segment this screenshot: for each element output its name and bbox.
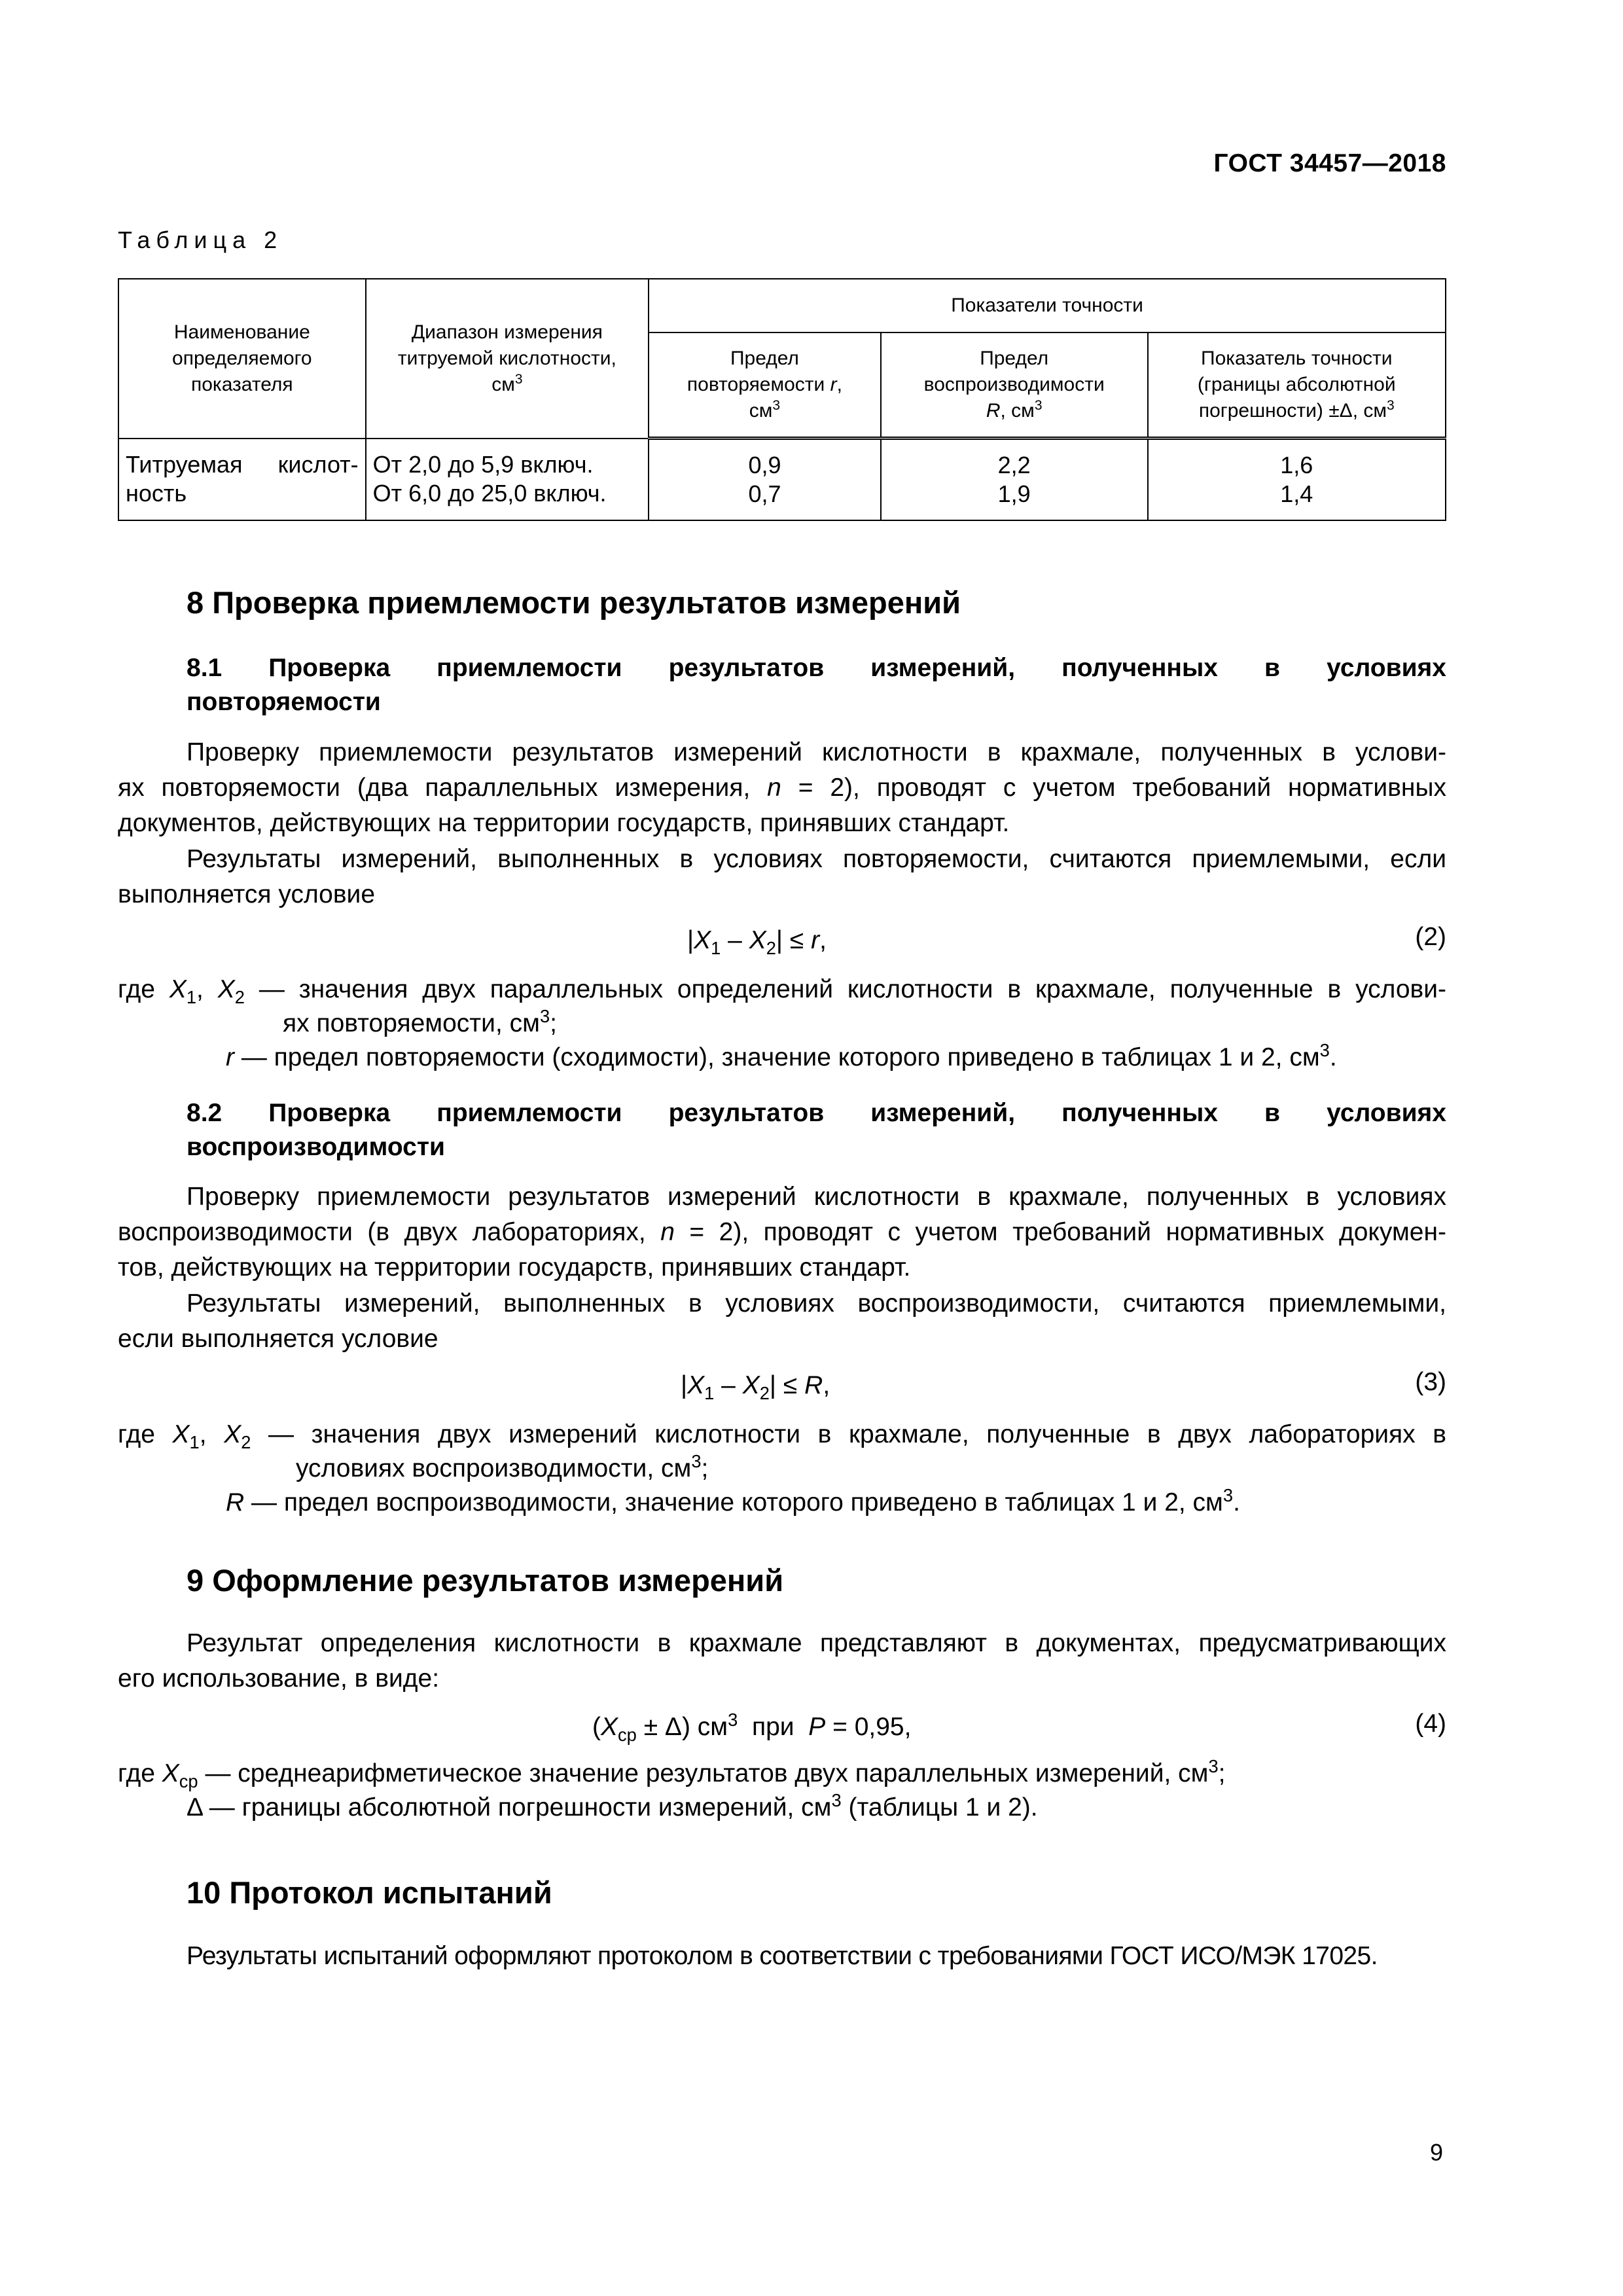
paragraph-8-2-b: Результаты измерений, выполненных в условиях воспроизводимости, считаются приемлемыми, если выполняется условие	[118, 1289, 1446, 1353]
cell-r: 0,9 0,7	[649, 439, 881, 521]
paragraph-8-1-a: Проверку приемлемости результатов измерений кислотности в крахмале, полученных в услови- ях повторяемости (два параллельных измерения, n = 2), проводят с учетом требований нормативных документов, действующих на территории государств, принявших стандарт.	[118, 738, 1446, 837]
accuracy-table	[118, 278, 1446, 521]
page-number: 9	[1429, 2139, 1443, 2166]
cell-range: От 2,0 до 5,9 включ. От 6,0 до 25,0 включ.	[366, 439, 649, 521]
formula-2: $|X_1 - X_2| \le r$,	[687, 926, 827, 958]
col-header-repeatability: Предел повторяемости r, $см^3$	[649, 332, 881, 439]
paragraph-10: Результаты испытаний оформляют протоколом в соответствии с требованиями ГОСТ ИСО/МЭК 17025.	[187, 1942, 1378, 1970]
section-8-title: 8 Проверка приемлемости результатов измерений	[187, 585, 961, 620]
document-header: ГОСТ 34457—2018	[1213, 149, 1446, 177]
formula-4: $(X_{ср} \pm \Delta)$ $см^3$ при P = 0,95,	[592, 1710, 912, 1745]
col-header-range: Диапазон измерения титруемой кислотности, $см^3$	[366, 279, 649, 439]
formula-2-number: (2)	[1415, 923, 1446, 951]
cell-delta: 1,6 1,4	[1148, 439, 1446, 521]
paragraph-8-1-b: Результаты измерений, выполненных в условиях повторяемости, считаются приемлемыми, если выполняется условие	[118, 845, 1446, 908]
legend-formula-4: где $X_{ср}$ — среднеарифметическое значение результатов двух параллельных измерений, $см^3$; Δ — границы абсолютной погрешности измерений, $см^3$ (таблицы 1 и 2).	[118, 1756, 1226, 1821]
section-9-title: 9 Оформление результатов измерений	[187, 1563, 784, 1598]
table-row	[118, 439, 1446, 521]
formula-3-number: (3)	[1415, 1368, 1446, 1396]
paragraph-8-2-a: Проверку приемлемости результатов измерений кислотности в крахмале, полученных в условиях воспроизводимости (в двух лабораториях, n = 2), проводят с учетом требований нормативных докумен- тов, действующих на территории государств, принявших стандарт.	[118, 1183, 1446, 1282]
section-10-title: 10 Протокол испытаний	[187, 1875, 552, 1910]
col-header-reproducibility: Предел воспроизводимости R, $см^3$	[881, 332, 1148, 439]
col-header-accuracy-index: Показатель точности (границы абсолютной погрешности) ±Δ, $см^3$	[1148, 332, 1446, 439]
cell-indicator: Титруемая кислот- ность	[118, 439, 366, 521]
legend-formula-2: где $X_1$, $X_2$ — значения двух параллельных определений кислотности в крахмале, полученные в услови- ях повторяемости, $см^3$; r — предел повторяемости (сходимости), значение которого приведено в таблицах 1 и 2, $см^3$.	[118, 975, 1447, 1071]
col-header-name: Наименование определяемого показателя	[118, 279, 366, 439]
section-8-1-title: 8.1 Проверка приемлемости результатов измерений, полученных в условиях повторяемости	[187, 654, 1446, 716]
legend-formula-3: где $X_1$, $X_2$ — значения двух измерений кислотности в крахмале, полученные в двух лабораториях в условиях воспроизводимости, $см^3$; R — предел воспроизводимости, значение которого приведено в таблицах 1 и 2, $см^3$.	[118, 1420, 1446, 1516]
section-8-2-title: 8.2 Проверка приемлемости результатов измерений, полученных в условиях воспроизводимости	[187, 1099, 1446, 1161]
col-header-accuracy: Показатели точности	[649, 279, 1446, 332]
formula-3: $|X_1 - X_2| \le R$,	[681, 1371, 830, 1403]
formula-4-number: (4)	[1415, 1710, 1446, 1738]
paragraph-9: Результат определения кислотности в крахмале представляют в документах, предусматривающих его использование, в виде:	[118, 1629, 1446, 1693]
table-caption: Таблица 2	[118, 226, 283, 253]
cell-R: 2,2 1,9	[881, 439, 1148, 521]
